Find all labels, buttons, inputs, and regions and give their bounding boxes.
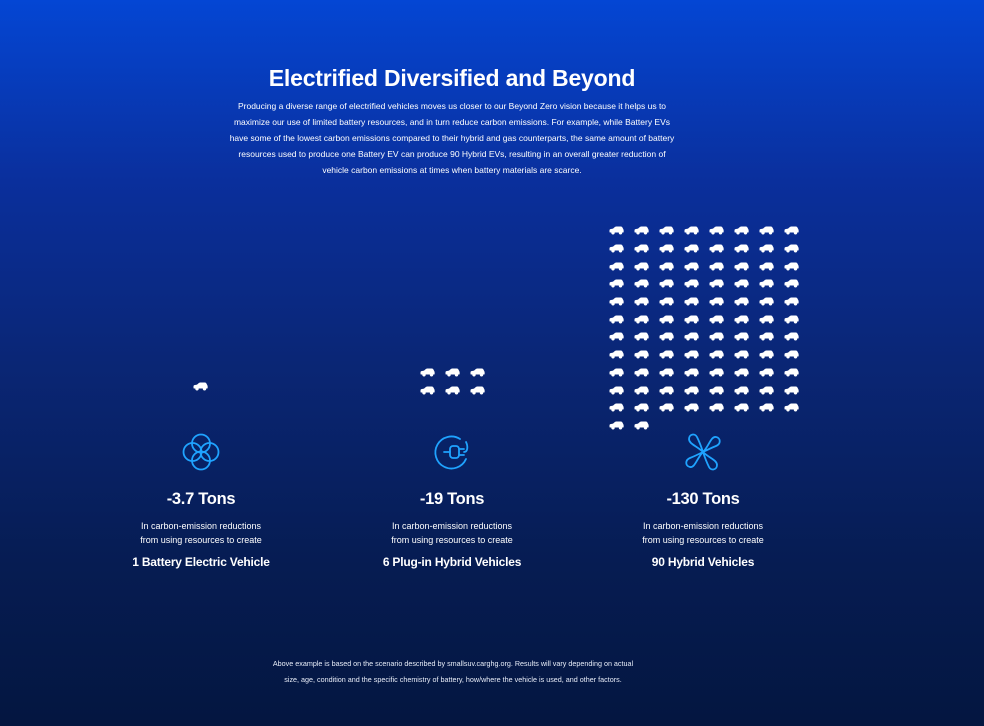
car-icon <box>704 328 729 346</box>
car-icon <box>679 240 704 258</box>
car-icon <box>729 364 754 382</box>
car-icon <box>704 240 729 258</box>
car-icon <box>704 346 729 364</box>
car-icon <box>604 222 629 240</box>
description-line: In carbon-emission reductions <box>391 521 513 531</box>
car-icon <box>629 346 654 364</box>
car-icon <box>754 275 779 293</box>
car-icon <box>629 257 654 275</box>
hybrid-fleet <box>604 222 804 434</box>
emission-reduction-value: -130 Tons <box>666 490 740 508</box>
car-icon <box>779 310 804 328</box>
car-icon <box>729 275 754 293</box>
description-line: from using resources to create <box>391 535 513 545</box>
car-icon <box>729 293 754 311</box>
car-icon <box>679 381 704 399</box>
car-icon <box>465 364 490 382</box>
car-icon <box>779 364 804 382</box>
car-icon <box>779 257 804 275</box>
car-icon <box>729 222 754 240</box>
vehicle-label: 90 Hybrid Vehicles <box>651 555 755 569</box>
battery-electric-icon <box>179 430 223 474</box>
car-icon <box>604 293 629 311</box>
car-icon <box>729 240 754 258</box>
car-icon <box>704 293 729 311</box>
car-icon <box>654 399 679 417</box>
car-icon <box>779 381 804 399</box>
car-icon <box>704 399 729 417</box>
car-icon <box>604 275 629 293</box>
comparison-hybrid <box>578 430 828 569</box>
car-icon <box>629 399 654 417</box>
car-icon <box>679 364 704 382</box>
emission-description <box>76 519 326 547</box>
car-icon <box>465 382 490 400</box>
description-line: from using resources to create <box>140 535 262 545</box>
car-icon <box>654 381 679 399</box>
car-icon <box>754 240 779 258</box>
car-icon <box>654 240 679 258</box>
car-icon <box>188 378 213 396</box>
description-line: In carbon-emission reductions <box>140 521 262 531</box>
car-icon <box>754 222 779 240</box>
car-icon <box>654 310 679 328</box>
car-icon <box>604 257 629 275</box>
car-icon <box>704 310 729 328</box>
car-icon <box>604 346 629 364</box>
car-icon <box>704 275 729 293</box>
car-icon <box>754 364 779 382</box>
car-icon <box>679 346 704 364</box>
section-title: Electrified Diversified and Beyond <box>268 65 636 92</box>
comparison-plug-in-hybrid <box>327 430 577 569</box>
car-icon <box>679 399 704 417</box>
car-icon <box>604 364 629 382</box>
car-icon <box>440 382 465 400</box>
car-icon <box>754 346 779 364</box>
car-icon <box>679 257 704 275</box>
car-icon <box>440 364 465 382</box>
car-icon <box>629 328 654 346</box>
car-icon <box>629 222 654 240</box>
car-icon <box>704 364 729 382</box>
car-icon <box>704 257 729 275</box>
plug-in-hybrid-icon <box>430 430 474 474</box>
car-icon <box>779 275 804 293</box>
car-icon <box>604 399 629 417</box>
car-icon <box>679 310 704 328</box>
car-icon <box>629 293 654 311</box>
vehicle-label: 6 Plug-in Hybrid Vehicles <box>382 555 522 569</box>
car-icon <box>604 310 629 328</box>
hybrid-icon <box>681 430 725 474</box>
footnote-line: size, age, condition and the specific chemistry of battery, how/where the vehicle is used, and other factors. <box>284 675 622 684</box>
car-icon <box>679 293 704 311</box>
car-icon <box>629 381 654 399</box>
car-icon <box>779 222 804 240</box>
car-icon <box>754 328 779 346</box>
car-icon <box>604 328 629 346</box>
plug-in-hybrid-fleet <box>415 364 490 399</box>
car-icon <box>679 222 704 240</box>
car-icon <box>654 257 679 275</box>
car-icon <box>779 293 804 311</box>
car-icon <box>654 222 679 240</box>
car-icon <box>629 275 654 293</box>
car-icon <box>729 346 754 364</box>
footnote-line: Above example is based on the scenario described by smallsuv.carghg.org. Results will vary depending on actual <box>272 659 634 668</box>
car-icon <box>604 240 629 258</box>
comparison-battery-ev <box>76 430 326 569</box>
car-icon <box>654 364 679 382</box>
footnote <box>220 656 686 688</box>
car-icon <box>654 293 679 311</box>
car-icon <box>679 328 704 346</box>
car-icon <box>629 364 654 382</box>
emission-reduction-value: -19 Tons <box>419 490 485 508</box>
car-icon <box>754 257 779 275</box>
battery-ev-fleet <box>188 378 213 396</box>
car-icon <box>729 328 754 346</box>
car-icon <box>779 399 804 417</box>
car-icon <box>679 275 704 293</box>
car-icon <box>754 310 779 328</box>
car-icon <box>729 399 754 417</box>
car-icon <box>704 222 729 240</box>
description-line: In carbon-emission reductions <box>642 521 764 531</box>
car-icon <box>779 240 804 258</box>
emission-description <box>578 519 828 547</box>
car-icon <box>415 364 440 382</box>
car-icon <box>704 381 729 399</box>
car-icon <box>729 257 754 275</box>
car-icon <box>629 240 654 258</box>
car-icon <box>629 310 654 328</box>
car-icon <box>754 399 779 417</box>
car-icon <box>654 275 679 293</box>
car-icon <box>654 346 679 364</box>
emission-description <box>327 519 577 547</box>
car-icon <box>754 293 779 311</box>
car-icon <box>654 328 679 346</box>
car-icon <box>729 310 754 328</box>
car-icon <box>729 381 754 399</box>
car-icon <box>604 381 629 399</box>
emission-reduction-value: -3.7 Tons <box>166 490 236 508</box>
car-icon <box>754 381 779 399</box>
car-icon <box>779 328 804 346</box>
intro-paragraph: Producing a diverse range of electrified vehicles moves us closer to our Beyond Zero vision because it helps us to maximize our use of limited battery resources, and in turn reduce carbon emissions. For example, while Battery EVs have some of the lowest carbon emissions compared to their hybrid and gas counterparts, the same amount of battery resources used to produce one Battery EV can produce 90 Hybrid EVs, resulting in an overall greater reduction of vehicle carbon emissions at times when battery materials are scarce. <box>229 100 675 176</box>
car-icon <box>415 382 440 400</box>
vehicle-label: 1 Battery Electric Vehicle <box>132 555 270 569</box>
car-icon <box>779 346 804 364</box>
description-line: from using resources to create <box>642 535 764 545</box>
